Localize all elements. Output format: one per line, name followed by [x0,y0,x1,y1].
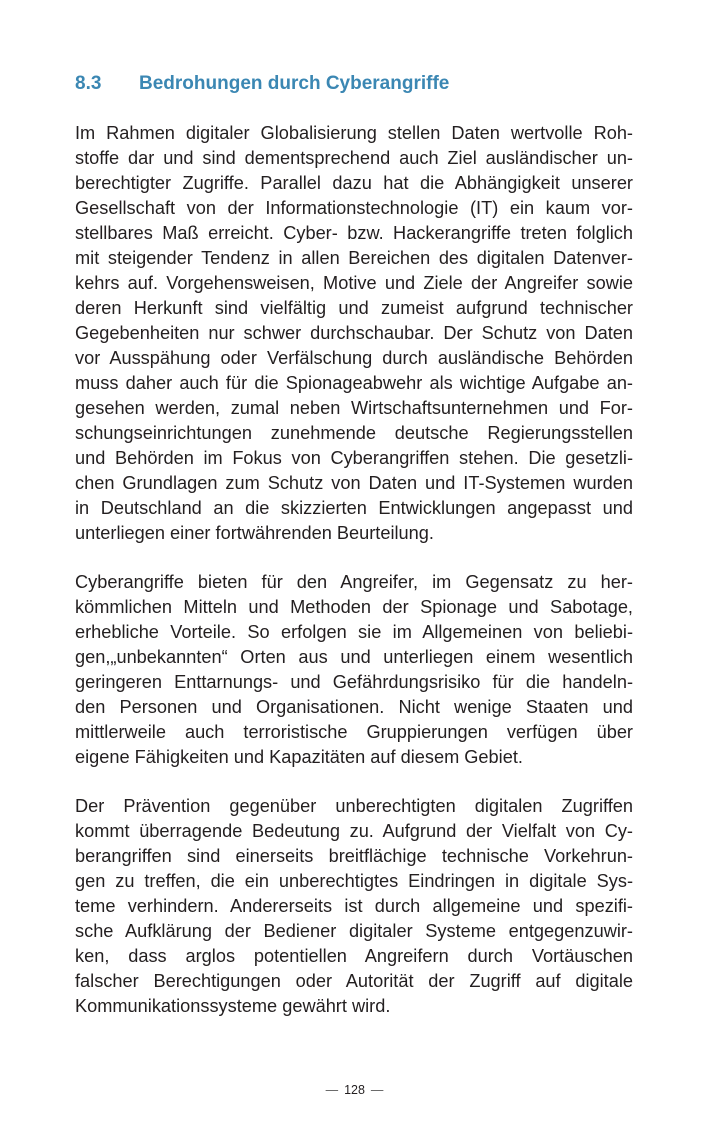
text-line: mittlerweile auch terroristische Gruppierungen verfügen über [75,722,633,742]
text-line: den Personen und Organisationen. Nicht wenige Staaten und [75,697,633,717]
page-number: 128 [344,1083,365,1097]
section-heading [75,70,633,98]
text-line: falscher Berechtigungen oder Autorität der Zugriff auf digitale [75,971,633,991]
text-line: berechtigter Zugriffe. Parallel dazu hat die Abhängigkeit unserer [75,173,633,193]
text-line: erhebliche Vorteile. So erfolgen sie im Allgemeinen von beliebi- [75,622,633,642]
paragraph-1 [75,121,633,546]
text-line: stoffe dar und sind dementsprechend auch Ziel ausländischer un- [75,148,633,168]
text-line: Der Prävention gegenüber unberechtigten digitalen Zugriffen [75,796,633,816]
text-line: mit steigender Tendenz in allen Bereichen des digitalen Datenver- [75,248,633,268]
text-line: kömmlichen Mitteln und Methoden der Spionage und Sabotage, [75,597,633,617]
section-number: 8.3 [75,73,102,94]
footer-dash-right: — [370,1083,384,1097]
text-line: stellbares Maß erreicht. Cyber- bzw. Hackerangriffe treten folglich [75,223,633,243]
text-line: deren Herkunft sind vielfältig und zumeist aufgrund technischer [75,298,633,318]
text-line: kommt überragende Bedeutung zu. Aufgrund der Vielfalt von Cy- [75,821,633,841]
text-line: und Behörden im Fokus von Cyberangriffen stehen. Die gesetzli- [75,448,633,468]
text-line: ken, dass arglos potentiellen Angreifern durch Vortäuschen [75,946,633,966]
page-footer [0,1080,709,1100]
text-line: gen,„unbekannten“ Orten aus und unterliegen einem wesentlich [75,647,633,667]
text-line: Gegebenheiten nur schwer durchschaubar. Der Schutz von Daten [75,323,633,343]
paragraph-3 [75,794,633,1019]
text-line: gen zu treffen, die ein unberechtigtes Eindringen in digitale Sys- [75,871,633,891]
text-line: chen Grundlagen zum Schutz von Daten und IT-Systemen wurden [75,473,633,493]
text-line: Im Rahmen digitaler Globalisierung stellen Daten wertvolle Roh- [75,123,633,143]
text-line: vor Ausspähung oder Verfälschung durch ausländische Behörden [75,348,633,368]
text-line: kehrs auf. Vorgehensweisen, Motive und Ziele der Angreifer sowie [75,273,633,293]
text-line: Gesellschaft von der Informationstechnologie (IT) ein kaum vor- [75,198,633,218]
text-line: unterliegen einer fortwährenden Beurteilung. [75,523,434,543]
text-line: eigene Fähigkeiten und Kapazitäten auf diesem Gebiet. [75,747,523,767]
text-line: schungseinrichtungen zunehmende deutsche Regierungsstellen [75,423,633,443]
text-line: gesehen werden, zumal neben Wirtschaftsunternehmen und For- [75,398,633,418]
text-line: Kommunikationssysteme gewährt wird. [75,996,391,1016]
text-line: Cyberangriffe bieten für den Angreifer, im Gegensatz zu her- [75,572,633,592]
paragraph-2 [75,570,633,770]
text-line: geringeren Enttarnungs- und Gefährdungsrisiko für die handeln- [75,672,633,692]
text-line: sche Aufklärung der Bediener digitaler Systeme entgegenzuwir- [75,921,633,941]
text-line: teme verhindern. Andererseits ist durch allgemeine und spezifi- [75,896,633,916]
footer-dash-left: — [325,1083,339,1097]
text-line: in Deutschland an die skizzierten Entwicklungen angepasst und [75,498,633,518]
text-line: berangriffen sind einerseits breitflächige technische Vorkehrun- [75,846,633,866]
section-title: Bedrohungen durch Cyberangriffe [139,73,450,94]
text-line: muss daher auch für die Spionageabwehr als wichtige Aufgabe an- [75,373,633,393]
